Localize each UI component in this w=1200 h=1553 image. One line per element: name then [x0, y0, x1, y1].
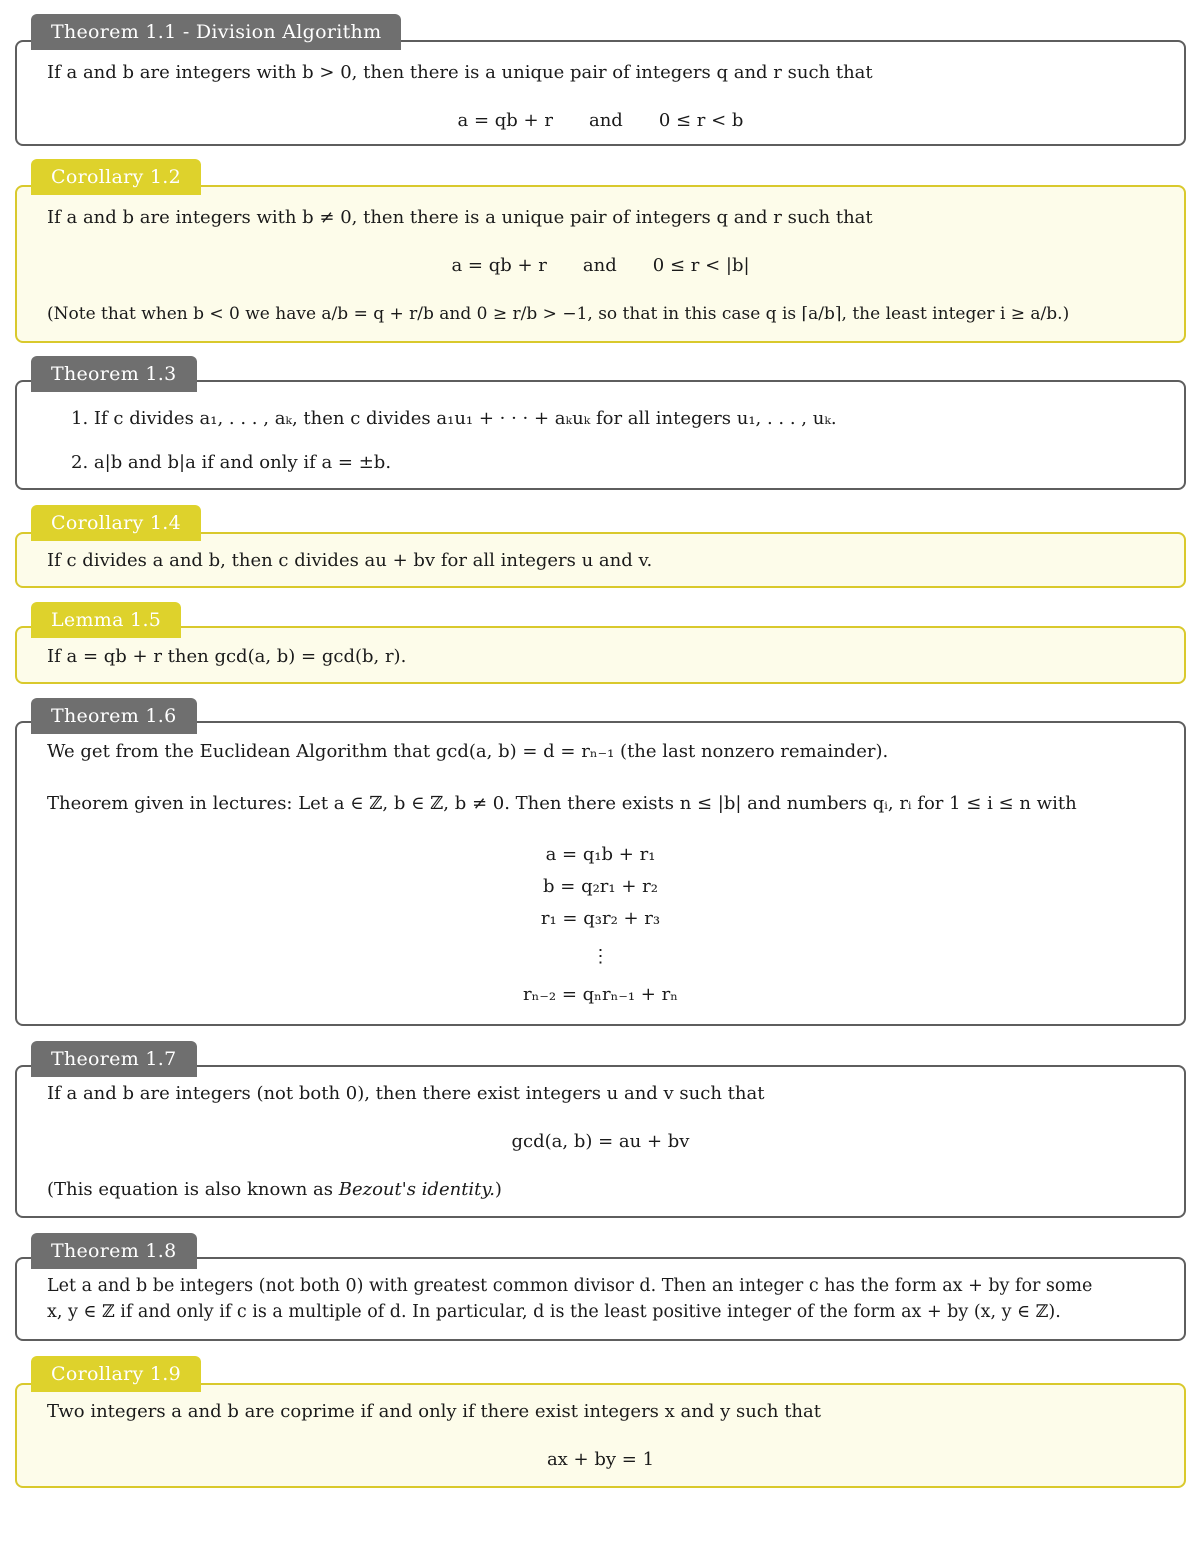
note-suffix: ) — [494, 1179, 502, 1200]
corollary-1-4-title: Corollary 1.4 — [31, 505, 201, 541]
theorem-1-7-box — [15, 1065, 1186, 1218]
theorem-1-1-equation — [47, 108, 1154, 134]
theorem-1-7-equation: gcd(a, b) = au + bv — [511, 1131, 690, 1152]
lemma-1-5-box — [15, 626, 1186, 684]
eq-left: a = qb + r — [457, 110, 553, 131]
eq-and: and — [588, 110, 623, 131]
theorem-1-8-title: Theorem 1.8 — [31, 1233, 197, 1269]
corollary-1-9-title: Corollary 1.9 — [31, 1356, 201, 1392]
theorem-1-6-text-2: Theorem given in lectures: Let a ∈ ℤ, b ∈ ℤ, b ≠ 0. Then there exists n ≤ |b| and numbers qᵢ, rᵢ for 1 ≤ i ≤ n with — [47, 793, 1077, 814]
corollary-1-9-equation: ax + by = 1 — [546, 1449, 655, 1470]
eq-right: 0 ≤ r < |b| — [652, 255, 750, 276]
theorem-1-6-box — [15, 721, 1186, 1026]
lemma-1-5-title: Lemma 1.5 — [31, 602, 181, 638]
theorem-1-8-line-2: x, y ∈ ℤ if and only if c is a multiple of d. In particular, d is the least positive integer of the form ax + by (x, y ∈ ℤ). — [47, 1302, 1061, 1322]
corollary-1-9-text: Two integers a and b are coprime if and only if there exist integers x and y such that — [47, 1401, 821, 1422]
theorem-1-1-text: If a and b are integers with b > 0, then there is a unique pair of integers q and r such that — [47, 62, 873, 83]
corollary-1-9-box — [15, 1383, 1186, 1488]
corollary-1-2-text: If a and b are integers with b ≠ 0, then there is a unique pair of integers q and r such that — [47, 207, 873, 228]
corollary-1-2-box — [15, 185, 1186, 343]
theorem-1-7-note — [47, 1177, 1154, 1203]
theorem-1-7-text: If a and b are integers (not both 0), then there exist integers u and v such that — [47, 1083, 765, 1104]
euclid-eq-1: a = q₁b + r₁ — [545, 844, 656, 865]
theorem-1-6-title: Theorem 1.6 — [31, 698, 197, 734]
euclid-equations — [47, 839, 1154, 1011]
corollary-1-2-title: Corollary 1.2 — [31, 159, 201, 195]
theorem-1-6-text-1: We get from the Euclidean Algorithm that gcd(a, b) = d = rₙ₋₁ (the last nonzero remainder). — [47, 741, 889, 762]
theorem-1-8-box — [15, 1257, 1186, 1341]
lemma-1-5-text: If a = qb + r then gcd(a, b) = gcd(b, r). — [47, 646, 407, 667]
euclid-eq-2: b = q₂r₁ + r₂ — [543, 876, 658, 897]
bezout-identity: Bezout's identity. — [338, 1179, 495, 1200]
note-prefix: (This equation is also known as — [47, 1179, 339, 1200]
theorem-1-3-title: Theorem 1.3 — [31, 356, 197, 392]
corollary-1-2-note: (Note that when b < 0 we have a/b = q + r/b and 0 ≥ r/b > −1, so that in this case q is ⌈a/b⌉, the least integer i ≥ a/b.) — [47, 304, 1070, 324]
eq-and: and — [582, 255, 617, 276]
theorem-1-3-box — [15, 380, 1186, 490]
corollary-1-2-equation — [47, 253, 1154, 279]
eq-left: a = qb + r — [451, 255, 547, 276]
theorem-1-3-item-1: 1. If c divides a₁, . . . , aₖ, then c divides a₁u₁ + · · · + aₖuₖ for all integers u₁, . . . , uₖ. — [71, 408, 837, 429]
theorem-1-7-title: Theorem 1.7 — [31, 1041, 197, 1077]
theorem-1-3-item-2: 2. a|b and b|a if and only if a = ±b. — [71, 452, 392, 473]
euclid-eq-4: rₙ₋₂ = qₙrₙ₋₁ + rₙ — [523, 984, 678, 1005]
euclid-eq-3: r₁ = q₃r₂ + r₃ — [540, 908, 661, 929]
euclid-dots: ⋮ — [591, 946, 610, 967]
theorem-1-1-title: Theorem 1.1 - Division Algorithm — [31, 14, 401, 50]
theorem-1-8-line-1: Let a and b be integers (not both 0) with greatest common divisor d. Then an integer c has the form ax + by for some — [47, 1276, 1093, 1296]
eq-right: 0 ≤ r < b — [658, 110, 744, 131]
theorem-1-1-box — [15, 40, 1186, 146]
corollary-1-4-text: If c divides a and b, then c divides au + bv for all integers u and v. — [47, 550, 653, 571]
